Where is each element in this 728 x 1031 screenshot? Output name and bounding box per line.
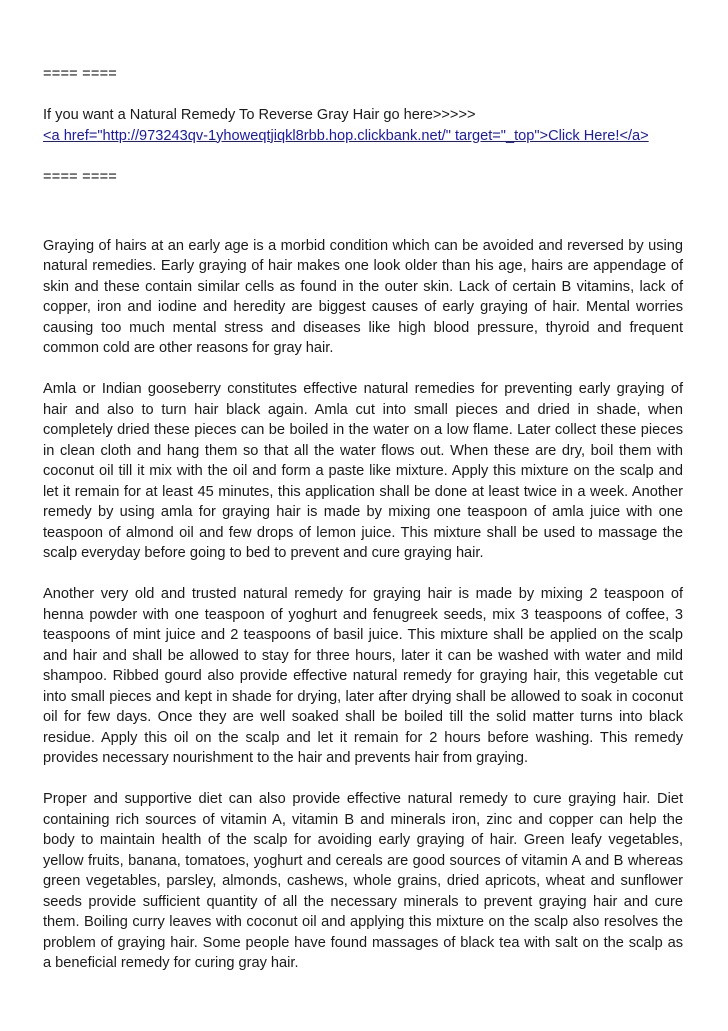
paragraph-line: causing too much mental stress and diseases like high blood pressure, thyroid and frequent: [43, 319, 683, 336]
click-here-link-text[interactable]: <a href="http://973243qv-1yhoweqtjiqkl8rbb.hop.clickbank.net/" target="_top">Click Here!</a>: [43, 127, 649, 144]
paragraph-line: scalp everyday before going to bed to prevent and cure graying hair.: [43, 545, 484, 561]
article-paragraph: [43, 789, 683, 974]
paragraph-line: and hair and shall be allowed to stay for three hours, later it can be washed with water and mild: [43, 647, 683, 664]
separator-bottom: ==== ====: [43, 168, 118, 185]
spacer: [43, 146, 683, 167]
paragraph-line: Amla or Indian gooseberry constitutes effective natural remedies for preventing early graying of: [43, 381, 683, 397]
paragraph-line: teaspoon of almond oil and few drops of lemon juice. This mixture shall be used to massage the: [43, 524, 683, 541]
paragraph-line: yellow fruits, banana, tomatoes, yoghurt and cereals are good sources of vitamin A and B whereas: [43, 852, 683, 869]
paragraph-line: teaspoons of mint juice and 2 teaspoons of basil juice. This mixture shall be applied on the scalp: [43, 627, 683, 643]
article-body: [43, 236, 683, 974]
paragraph-line: them. Boiling curry leaves with coconut oil and applying this mixture on the scalp also resolves the: [43, 914, 683, 930]
paragraph-line: completely dried these pieces can be boiled in the water on a low flame. Later collect these pieces: [43, 422, 683, 438]
paragraph-line: residue. Apply this oil on the scalp and let it remain for 2 hours before washing. This remedy: [43, 729, 683, 746]
paragraph-line: into small pieces and kept in shade for drying, later after drying shall be allowed to soak in coconut: [43, 688, 683, 705]
spacer: [43, 85, 683, 106]
paragraph-line: shampoo. Ribbed gourd also provide effective natural remedy for graying hair, this vegetable cut: [43, 668, 683, 684]
paragraph-line: oil for few days. Once they are well soaked shall be boiled till the solid matter turns into black: [43, 709, 683, 725]
separator-top: ==== ====: [43, 66, 118, 82]
spacer: [43, 187, 683, 215]
paragraph-line: green vegetables, parsley, almonds, cashews, whole grains, dried apricots, wheat and sunflower: [43, 873, 683, 889]
paragraph-line: remedy by using amla for graying hair is made by mixing one teaspoon of amla juice with one: [43, 504, 683, 520]
paragraph-line: provides necessary nourishment to the hair and prevents hair from graying.: [43, 750, 529, 766]
paragraph-line: a beneficial remedy for curing gray hair.: [43, 955, 299, 971]
article-paragraph: [43, 584, 683, 769]
paragraph-line: in clean cloth and hang them so that all the water flows out. When these are dry, boil them with: [43, 442, 683, 459]
paragraph-line: seeds provide sufficient quantity of all the necessary minerals to prevent graying hair and cure: [43, 893, 683, 910]
paragraph-line: Proper and supportive diet can also provide effective natural remedy to cure graying hair. Diet: [43, 791, 683, 807]
paragraph-line: Another very old and trusted natural remedy for graying hair is made by mixing 2 teaspoon of: [43, 586, 683, 602]
paragraph-line: natural remedies. Early graying of hair makes one look older than his age, hairs are appendage of: [43, 258, 683, 274]
spacer: [43, 215, 683, 236]
paragraph-line: henna powder with one teaspoon of yoghurt and fenugreek seeds, mix 3 teaspoons of coffee, 3: [43, 606, 683, 623]
paragraph-line: problem of graying hair. Some people have found massages of black tea with salt on the scalp as: [43, 934, 683, 951]
paragraph-line: coconut oil till it mix with the oil and form a paste like mixture. Apply this mixture on the scalp and: [43, 463, 683, 479]
paragraph-line: body to maintain health of the scalp for avoiding early graying of hair. Green leafy vegetables,: [43, 832, 683, 848]
paragraph-line: copper, iron and iodine and heredity are biggest causes of early graying of hair. Mental worries: [43, 299, 683, 315]
paragraph-line: let it remain for at least 45 minutes, this application shall be done at least twice in a week. Another: [43, 483, 683, 500]
paragraph-line: hair and also to turn hair black again. Amla cut into small pieces and dried in shade, when: [43, 401, 683, 418]
paragraph-line: skin and these contain similar cells as found in the outer skin. Lack of certain B vitamins, lack of: [43, 278, 683, 295]
paragraph-line: common cold are other reasons for gray hair.: [43, 340, 334, 356]
article-paragraph: [43, 236, 683, 359]
paragraph-line: Graying of hairs at an early age is a morbid condition which can be avoided and reversed by using: [43, 237, 683, 254]
paragraph-line: containing rich sources of vitamin A, vitamin B and minerals iron, zinc and copper can help the: [43, 811, 683, 828]
intro-text: If you want a Natural Remedy To Reverse Gray Hair go here>>>>>: [43, 107, 476, 123]
click-here-link[interactable]: [43, 126, 683, 147]
article-paragraph: [43, 379, 683, 564]
